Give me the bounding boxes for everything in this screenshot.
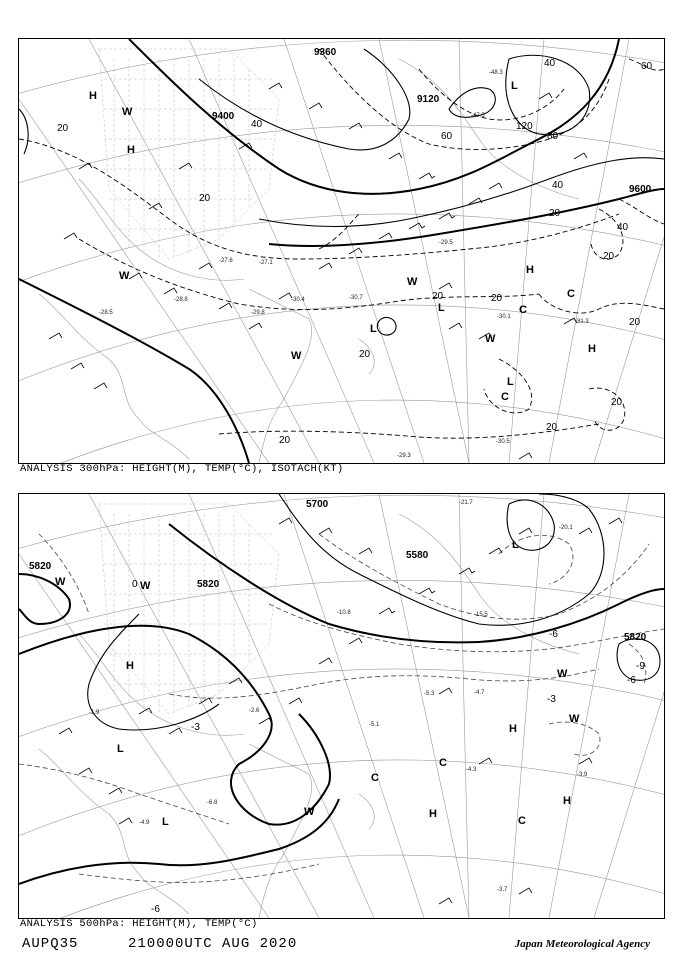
obs-value: -29.3 [397,453,411,459]
valid-time: 210000UTC AUG 2020 [128,936,298,952]
isotach-contours [19,49,664,438]
height-labels [29,499,647,643]
temperature-labels [132,579,645,915]
center-marker: L [511,80,518,92]
obs-value: -1.9 [89,710,100,716]
obs-value: -31.3 [575,319,589,325]
isotach-label: 60 [441,131,453,142]
latlon-grid [19,494,664,918]
center-marker: H [526,264,534,276]
center-marker: W [407,276,418,288]
height-label: 5820 [197,579,220,590]
height-label: 5820 [624,632,647,643]
isotach-label: 120 [516,121,533,132]
obs-value: -30.1 [497,314,511,320]
center-marker: L [162,816,169,828]
center-marker: W [569,713,580,725]
temp-label: -9 [636,661,645,672]
obs-value: -6.8 [207,800,218,806]
obs-value: -10.8 [337,610,351,616]
temp-label: 0 [132,579,138,590]
isotach-label: 20 [199,193,211,204]
station-obs [89,500,588,893]
obs-value: -4.3 [466,767,477,773]
chart-caption-300hpa: ANALYSIS 300hPa: HEIGHT(M), TEMP(°C), ISOTACH(KT) [20,463,344,475]
map-300hpa [18,38,665,464]
center-marker: W [55,576,66,588]
obs-value: -3.7 [497,887,508,893]
height-label: 5700 [306,499,329,510]
obs-value: -30.4 [291,297,305,303]
obs-value: -15.5 [474,612,488,618]
isotach-label: 20 [611,397,623,408]
isotach-label: 40 [617,222,629,233]
center-marker: W [557,668,568,680]
isotach-label: 40 [552,180,564,191]
obs-value: -5.1 [369,722,380,728]
center-marker: C [567,288,575,300]
center-marker: H [127,144,135,156]
height-label: 5580 [406,550,429,561]
obs-value: -47.5 [471,113,485,119]
center-marker: L [438,302,445,314]
obs-value: -3.9 [577,772,588,778]
center-marker: W [291,350,302,362]
center-marker: C [519,304,527,316]
isotach-label: 20 [57,123,69,134]
center-marker: W [304,806,315,818]
obs-value: -29.8 [251,310,265,316]
center-marker: C [518,815,526,827]
wind-barbs [59,518,622,904]
obs-value: -28.8 [174,297,188,303]
product-code: AUPQ35 [22,936,79,952]
center-marker: C [371,772,379,784]
isotach-label: 20 [279,435,291,446]
height-label: 5820 [29,561,52,572]
obs-value: -27.1 [259,260,273,266]
center-marker: C [501,391,509,403]
map-500hpa [18,493,665,919]
height-label: 9120 [417,94,440,105]
center-marker: W [485,333,496,345]
map-500hpa-canvas [19,494,664,918]
center-marker: W [140,580,151,592]
coastlines [39,514,579,918]
height-label: 9400 [212,111,235,122]
obs-value: -4.7 [474,690,485,696]
center-marker: L [117,743,124,755]
center-marker: L [370,323,377,335]
isotach-label: 80 [547,131,559,142]
temp-label: -3 [191,722,200,733]
isotach-label: 20 [359,349,371,360]
obs-value: -30.7 [349,295,363,301]
isotach-label: 20 [603,251,615,262]
obs-value: -21.7 [459,500,473,506]
center-marker: L [512,539,519,551]
obs-value: -27.6 [219,258,233,264]
latlon-grid [19,39,664,463]
center-marker: H [126,660,134,672]
temp-label: -6 [627,675,636,686]
height-labels [212,47,652,195]
high-terrain-hatch [99,504,279,714]
obs-value: -30.5 [496,439,510,445]
isotach-label: 40 [251,119,263,130]
center-marker: H [563,795,571,807]
height-label: 9360 [314,47,337,58]
height-label: 9600 [629,184,652,195]
center-marker: L [507,376,514,388]
isotach-label: 20 [629,317,641,328]
isotach-label: 20 [546,422,558,433]
center-marker: W [122,106,133,118]
center-marker: W [119,270,130,282]
temperature-contours [19,534,664,882]
map-300hpa-canvas [19,39,664,463]
center-marker: H [588,343,596,355]
isotach-label: 40 [544,58,556,69]
high-terrain-hatch [99,49,279,259]
center-marker: H [89,90,97,102]
obs-value: -28.5 [99,310,113,316]
height-contours [19,494,664,884]
temp-label: -6 [151,904,160,915]
isotach-label: 20 [491,293,503,304]
obs-value: -48.3 [489,70,503,76]
temp-label: -3 [547,694,556,705]
temp-label: -6 [549,629,558,640]
obs-value: -20.1 [559,525,573,531]
center-marker: C [439,757,447,769]
center-marker: H [509,723,517,735]
isotach-label: 60 [641,61,653,72]
obs-value: -2.6 [249,708,260,714]
obs-value: -4.9 [139,820,150,826]
obs-value: -5.3 [424,691,435,697]
chart-caption-500hpa: ANALYSIS 500hPa: HEIGHT(M), TEMP(°C) [20,918,258,930]
isotach-label: 20 [432,291,444,302]
isotach-label: 20 [549,208,561,219]
agency-credit: Japan Meteorological Agency [514,938,650,950]
center-marker: H [429,808,437,820]
obs-value: -29.5 [439,240,453,246]
